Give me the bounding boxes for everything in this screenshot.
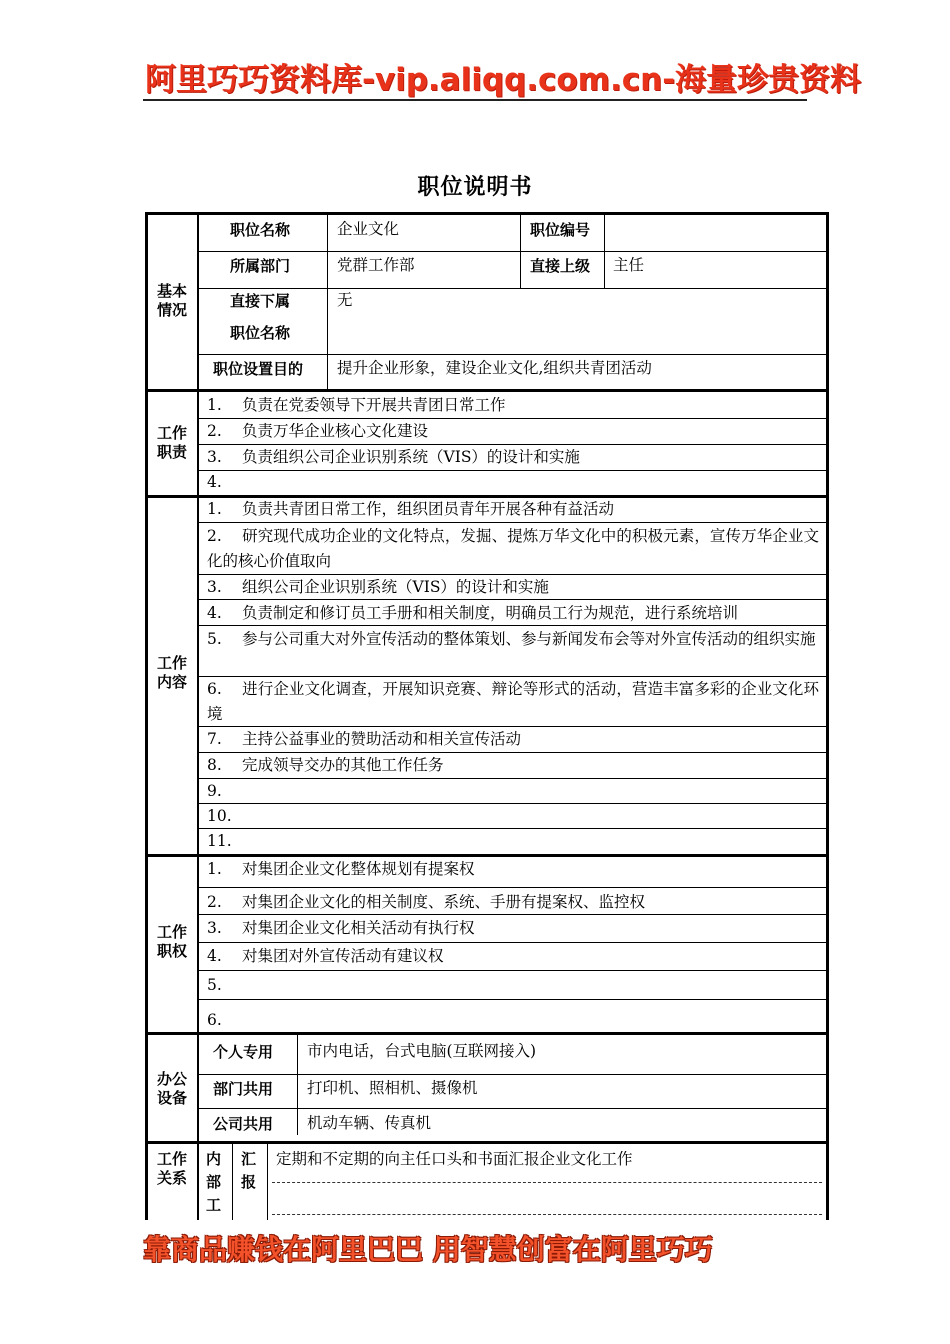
content-number: 4. <box>207 604 222 622</box>
content-line-3 <box>199 599 826 600</box>
authority-item <box>207 974 242 996</box>
authority-text: 对集团企业文化整体规划有提案权 <box>242 860 475 878</box>
subordinate-value: 无 <box>337 291 353 309</box>
purpose-label: 职位设置目的 <box>213 360 304 378</box>
duty-number: 1. <box>207 396 222 414</box>
content-section-label: 工作 内容 <box>156 654 187 691</box>
content-number: 5. <box>207 630 222 648</box>
authority-line-3 <box>199 942 826 943</box>
report-label: 汇 报 <box>241 1150 257 1191</box>
duty-item <box>207 446 580 468</box>
authority-item <box>207 917 475 939</box>
table-border-top <box>145 212 829 215</box>
basic-section-end <box>145 389 829 392</box>
content-number: 9. <box>207 782 222 800</box>
basic-divider-2 <box>520 215 521 289</box>
content-text: 研究现代成功企业的文化特点，发掘、提炼万华文化中的积极元素，宣传万华企业文化的核心价值取向 <box>207 527 819 570</box>
dept-value: 党群工作部 <box>337 256 415 274</box>
authority-number: 6. <box>207 1011 222 1029</box>
content-item <box>207 780 242 802</box>
content-item <box>207 602 738 624</box>
authority-text: 对集团对外宣传活动有建议权 <box>242 947 444 965</box>
authority-item <box>207 891 645 913</box>
job-description-table <box>145 212 829 1220</box>
content-number: 6. <box>207 680 222 698</box>
content-number: 11. <box>207 832 232 850</box>
content-text: 完成领导交办的其他工作任务 <box>242 756 444 774</box>
table-border-left <box>145 212 148 1220</box>
content-section-end <box>145 854 829 857</box>
relations-dashed-line-1 <box>272 1182 822 1183</box>
content-item <box>207 728 521 750</box>
equipment-section-label: 办公 设备 <box>156 1070 187 1107</box>
duties-line-3 <box>199 470 826 471</box>
content-number: 7. <box>207 730 222 748</box>
company-equipment-value: 机动车辆、传真机 <box>307 1114 432 1132</box>
content-item <box>207 627 819 652</box>
content-text: 主持公益事业的赞助活动和相关宣传活动 <box>242 730 522 748</box>
content-line-2 <box>199 574 826 575</box>
duty-number: 3. <box>207 448 222 466</box>
authority-section-end <box>145 1032 829 1035</box>
content-item <box>207 498 614 520</box>
relations-divider-2 <box>267 1144 268 1220</box>
content-number: 2. <box>207 527 222 545</box>
authority-line-4 <box>199 970 826 971</box>
dept-equipment-value: 打印机、照相机、摄像机 <box>307 1079 478 1097</box>
duty-item <box>207 394 506 416</box>
duty-item <box>207 420 428 442</box>
position-name-value: 企业文化 <box>337 220 400 238</box>
section-column-divider <box>197 215 199 1220</box>
duty-item <box>207 471 242 493</box>
duty-text: 负责组织公司企业识别系统（VIS）的设计和实施 <box>242 448 580 466</box>
duty-number: 2. <box>207 422 222 440</box>
authority-line-1 <box>199 887 826 888</box>
company-equipment-label: 公司共用 <box>213 1115 274 1133</box>
duty-text: 负责在党委领导下开展共青团日常工作 <box>242 396 506 414</box>
position-name-label: 职位名称 <box>230 221 291 239</box>
content-line-4 <box>199 625 826 626</box>
basic-row-line-2 <box>199 288 826 289</box>
content-text: 进行企业文化调查，开展知识竞赛、辩论等形式的活动，营造丰富多彩的企业文化环境 <box>207 680 819 723</box>
content-number: 1. <box>207 500 222 518</box>
content-line-9 <box>199 803 826 804</box>
content-number: 10. <box>207 807 232 825</box>
basic-divider-3 <box>604 215 605 289</box>
equipment-line-1 <box>199 1074 826 1075</box>
basic-divider-1 <box>327 215 328 389</box>
authority-text: 对集团企业文化相关活动有执行权 <box>242 919 475 937</box>
basic-row-line-3 <box>199 354 826 355</box>
authority-item <box>207 1009 242 1031</box>
relations-dashed-line-2 <box>272 1214 822 1215</box>
content-item <box>207 677 819 727</box>
content-text: 参与公司重大对外宣传活动的整体策划、参与新闻发布会等对外宣传活动的组织实施 <box>242 630 816 648</box>
duty-text: 负责万华企业核心文化建设 <box>242 422 429 440</box>
content-item <box>207 524 819 574</box>
report-value: 定期和不定期的向主任口头和书面汇报企业文化工作 <box>276 1150 633 1168</box>
content-text: 负责制定和修订员工手册和相关制度，明确员工行为规范，进行系统培训 <box>242 604 739 622</box>
superior-label: 直接上级 <box>530 257 591 275</box>
top-banner-underline <box>143 99 807 101</box>
content-item <box>207 754 444 776</box>
document-title: 职位说明书 <box>417 175 533 200</box>
content-number: 8. <box>207 756 222 774</box>
content-number: 3. <box>207 578 222 596</box>
table-border-right <box>826 212 829 1220</box>
duties-section-label: 工作 职责 <box>156 424 187 461</box>
duty-number: 4. <box>207 473 222 491</box>
authority-section-label: 工作 职权 <box>156 923 187 960</box>
relations-divider-1 <box>232 1144 233 1220</box>
top-banner: 阿里巧巧资料库-vip.aliqq.com.cn-海量珍贵资料 <box>145 62 862 98</box>
superior-value: 主任 <box>613 256 645 274</box>
internal-work-label: 内 部 工 <box>206 1150 222 1214</box>
content-line-10 <box>199 828 826 829</box>
authority-line-2 <box>199 914 826 915</box>
duties-line-1 <box>199 418 826 419</box>
content-line-1 <box>199 522 826 523</box>
subordinate-label-line2: 职位名称 <box>230 324 291 342</box>
position-no-label: 职位编号 <box>530 221 591 239</box>
bottom-banner: 靠商品赚钱在阿里巴巴 用智慧创富在阿里巧巧 <box>143 1233 713 1266</box>
authority-number: 4. <box>207 947 222 965</box>
content-text: 组织公司企业识别系统（VIS）的设计和实施 <box>242 578 549 596</box>
personal-equipment-value: 市内电话，台式电脑(互联网接入) <box>307 1042 537 1060</box>
content-item <box>207 830 242 852</box>
authority-item <box>207 858 475 880</box>
authority-item <box>207 945 444 967</box>
relations-section-label: 工作 关系 <box>156 1150 187 1187</box>
authority-line-5 <box>199 999 826 1000</box>
authority-number: 3. <box>207 919 222 937</box>
equipment-divider <box>297 1035 298 1135</box>
authority-number: 1. <box>207 860 222 878</box>
content-line-7 <box>199 752 826 753</box>
subordinate-label-line1: 直接下属 <box>230 292 291 310</box>
dept-label: 所属部门 <box>230 257 291 275</box>
equipment-section-end <box>145 1141 829 1144</box>
content-text: 负责共青团日常工作，组织团员青年开展各种有益活动 <box>242 500 615 518</box>
basic-section-label: 基本 情况 <box>156 282 187 319</box>
personal-equipment-label: 个人专用 <box>213 1043 274 1061</box>
content-line-8 <box>199 778 826 779</box>
duties-line-2 <box>199 444 826 445</box>
basic-row-line-1 <box>199 251 826 252</box>
authority-number: 5. <box>207 976 222 994</box>
content-item <box>207 805 242 827</box>
authority-number: 2. <box>207 893 222 911</box>
purpose-value: 提升企业形象，建设企业文化,组织共青团活动 <box>337 359 652 377</box>
dept-equipment-label: 部门共用 <box>213 1080 274 1098</box>
equipment-line-2 <box>199 1108 826 1109</box>
authority-text: 对集团企业文化的相关制度、系统、手册有提案权、监控权 <box>242 893 646 911</box>
content-item <box>207 576 549 598</box>
